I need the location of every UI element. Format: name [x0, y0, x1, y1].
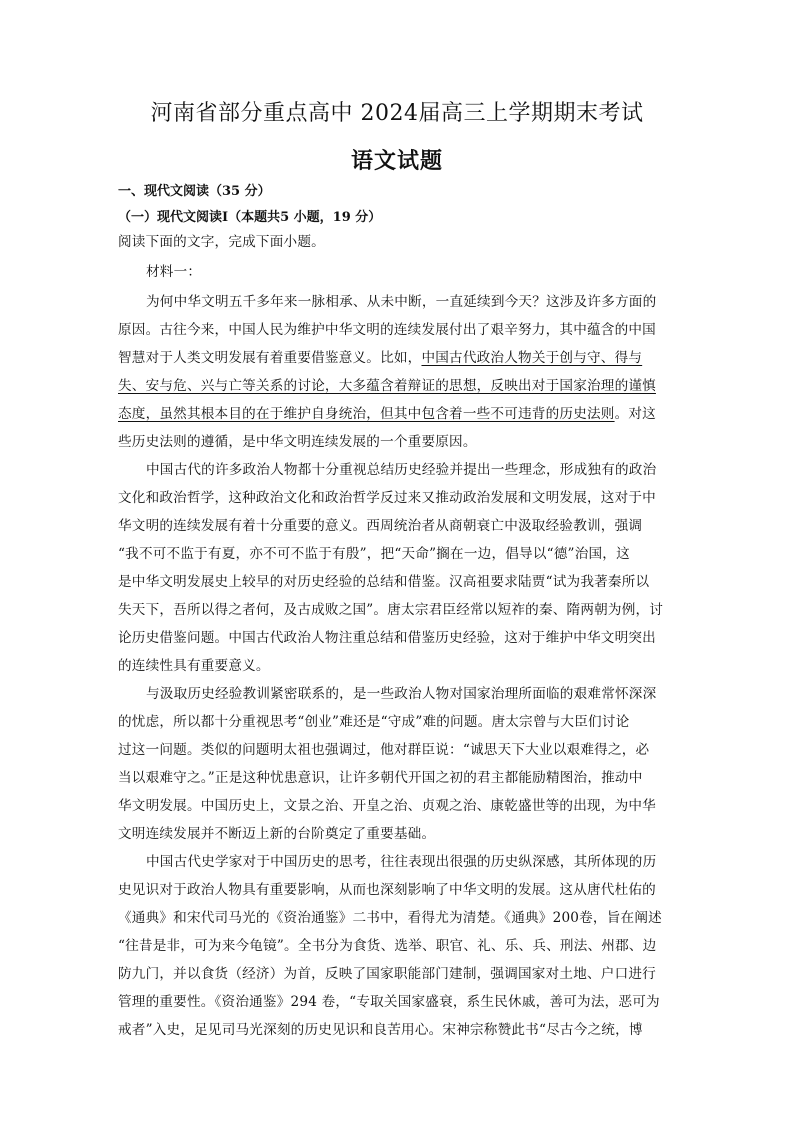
- paragraph-line: 失天下，吾所以得之者何，及古成败之国”。唐太宗君臣经常以短祚的秦、隋两朝为例，讨: [118, 602, 664, 618]
- paragraph-line: 《通典》和宋代司马光的《资治通鉴》二书中，看得尤为清楚。《通典》200卷，旨在阐述: [118, 910, 662, 926]
- paragraph-line: “往昔是非，可为来今龟镜”。全书分为食货、选举、职官、礼、乐、兵、刑法、州郡、边: [118, 938, 657, 954]
- paragraph-line: 为何中华文明五千多年来一脉相承、从未中断，一直延续到今天？这涉及许多方面的: [146, 294, 657, 310]
- paragraph-line: 些历史法则的遵循，是中华文明连续发展的一个重要原因。: [118, 434, 477, 450]
- paragraph-line: 过这一问题。类似的问题明太祖也强调过，他对群臣说：“诚思天下大业以艰难得之，必: [118, 742, 650, 758]
- paragraph-line: 中国古代史学家对于中国历史的思考，往往表现出很强的历史纵深感，其所体现的历: [146, 854, 657, 870]
- paragraph-line: “我不可不监于有夏，亦不可不监于有殷”，把“天命”搁在一边，倡导以“德”治国，这: [118, 546, 630, 562]
- paragraph-line: 华文明的连续发展有着十分重要的意义。西周统治者从商朝衰亡中汲取经验教训，强调: [118, 518, 643, 534]
- page-subtitle: 语文试题: [350, 148, 443, 174]
- underlined-text: 失、安与危、兴与亡等关系的讨论，大多蕴含着辩证的思想，反映出对于国家治理的谨慎: [118, 378, 656, 394]
- material-label: 材料一：: [146, 264, 202, 280]
- page-title: 河南省部分重点高中 2024届高三上学期期末考试: [150, 101, 644, 126]
- paragraph-line: 当以艰难守之。”正是这种忧患意识，让许多朝代开国之初的君主都能励精图治，推动中: [118, 770, 643, 786]
- paragraph-line: 史见识对于政治人物具有重要影响，从而也深刻影响了中华文明的发展。这从唐代杜佑的: [118, 882, 656, 898]
- paragraph-line: 文明连续发展并不断迈上新的台阶奠定了重要基础。: [118, 826, 436, 842]
- paragraph-line: 原因。古往今来，中国人民为维护中华文明的连续发展付出了艰辛努力，其中蕴含的中国: [118, 322, 656, 338]
- paragraph-line: 智慧对于人类文明发展有着重要借鉴意义。比如，中国古代政治人物关于创与守、得与: [118, 350, 643, 366]
- paragraph-line: 论历史借鉴问题。中国古代政治人物注重总结和借鉴历史经验，这对于维护中华文明突出: [118, 630, 656, 646]
- subsection-heading: （一）现代文阅读Ⅰ（本题共5 小题，19 分）: [118, 210, 382, 225]
- paragraph-line: 的忧虑，所以都十分重视思考“创业”难还是“守成”难的问题。唐太宗曾与大臣们讨论: [118, 714, 630, 730]
- underlined-text: 态度，虽然其根本目的在于维护自身统治，但其中包含着一些不可违背的历史法则: [118, 406, 615, 422]
- paragraph-line: 华文明发展。中国历史上，文景之治、开皇之治、贞观之治、康乾盛世等的出现，为中华: [118, 798, 656, 814]
- paragraph-line: 态度，虽然其根本目的在于维护自身统治，但其中包含着一些不可违背的历史法则。对这: [118, 406, 656, 422]
- paragraph-line: 是中华文明发展史上较早的对历史经验的总结和借鉴。汉高祖要求陆贾“试为我著秦所以: [118, 574, 650, 590]
- paragraph-line: 与汲取历史经验教训紧密联系的，是一些政治人物对国家治理所面临的艰难常怀深深: [146, 686, 657, 702]
- paragraph-line: 文化和政治哲学，这种政治文化和政治哲学反过来又推动政治发展和文明发展，这对于中: [118, 490, 656, 506]
- paragraph-line: 管理的重要性。《资治通鉴》294 卷，“专取关国家盛衰，系生民休戚，善可为法，恶可为: [118, 994, 660, 1010]
- instruction-text: 阅读下面的文字，完成下面小题。: [118, 234, 325, 250]
- paragraph-line: 中国古代的许多政治人物都十分重视总结历史经验并提出一些理念，形成独有的政治: [146, 462, 657, 478]
- underlined-text: 中国古代政治人物关于创与守、得与: [421, 350, 643, 366]
- paragraph-line: 防九门，并以食货（经济）为首，反映了国家职能部门建制，强调国家对土地、户口进行: [118, 966, 656, 982]
- paragraph-line: 的连续性具有重要意义。: [118, 658, 270, 674]
- section-heading: 一、现代文阅读（35 分）: [118, 184, 271, 199]
- paragraph-line: 戒者”入史，足见司马光深刻的历史见识和良苦用心。宋神宗称赞此书“尽古今之统，博: [118, 1022, 643, 1038]
